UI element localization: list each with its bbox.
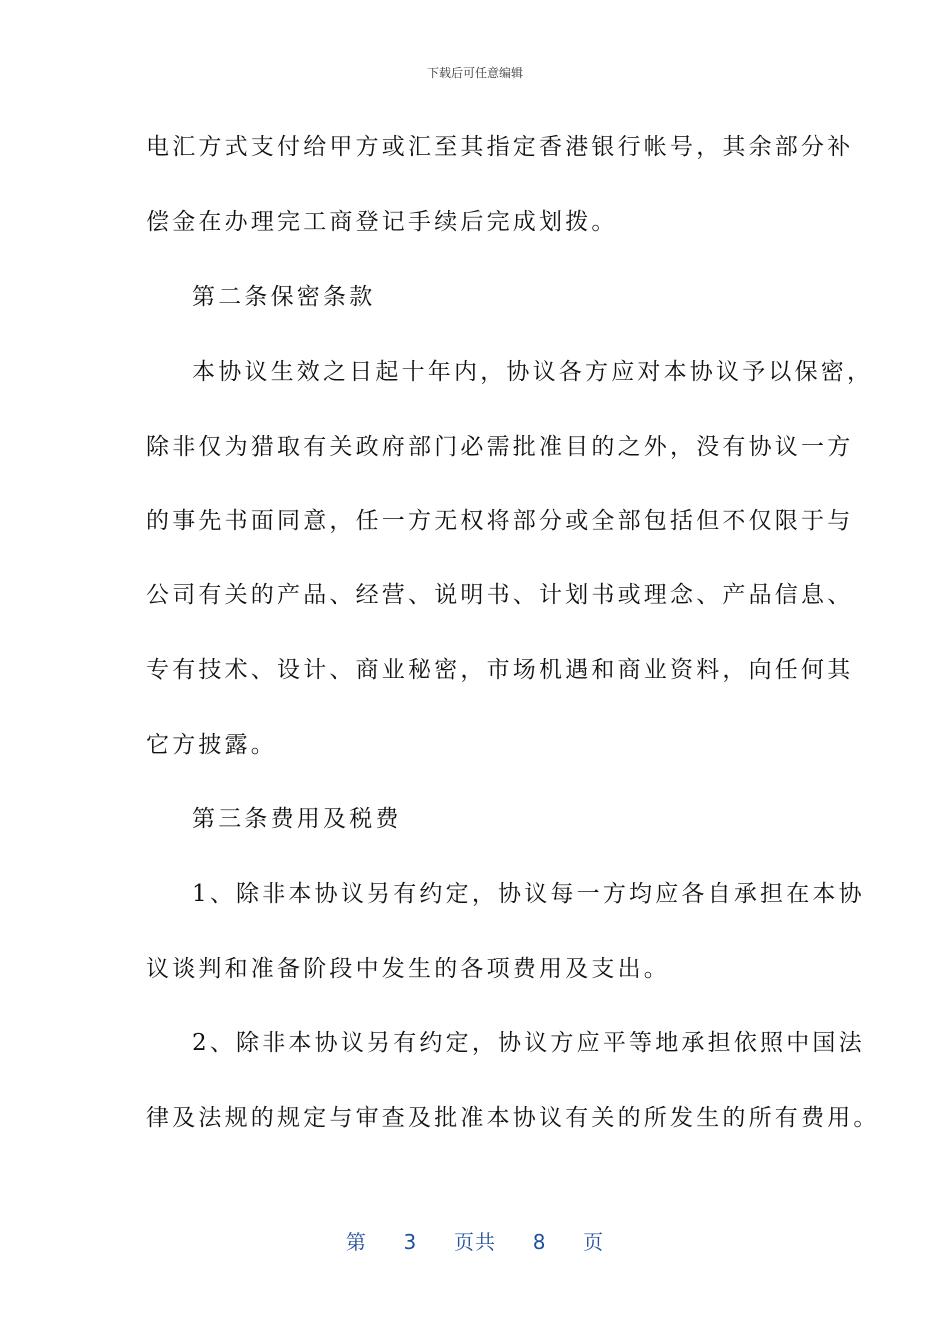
- footer-page-number: 3: [403, 1230, 418, 1254]
- paragraph-line: 电汇方式支付给甲方或汇至其指定香港银行帐号，其余部分补: [146, 134, 854, 160]
- paragraph-line: 本协议生效之日起十年内，协议各方应对本协议予以保密，: [192, 359, 874, 385]
- header-note: 下载后可任意编辑: [426, 66, 523, 80]
- footer-middle: 页共: [454, 1230, 496, 1254]
- section-heading: 第三条费用及税费: [192, 806, 402, 832]
- paragraph-line: 公司有关的产品、经营、说明书、计划书或理念、产品信息、: [146, 582, 854, 608]
- paragraph-line: 它方披露。: [146, 732, 277, 758]
- footer-total-pages: 8: [532, 1230, 547, 1254]
- paragraph-line: 偿金在办理完工商登记手续后完成划拨。: [146, 209, 618, 235]
- paragraph-line: 议谈判和准备阶段中发生的各项费用及支出。: [146, 956, 670, 982]
- footer-suffix: 页: [583, 1230, 605, 1254]
- paragraph-line: 1、除非本协议另有约定，协议每一方均应各自承担在本协: [192, 881, 865, 907]
- paragraph-line: 专有技术、设计、商业秘密，市场机遇和商业资料，向任何其: [146, 657, 854, 683]
- paragraph-line: 律及法规的规定与审查及批准本协议有关的所发生的所有费用。: [146, 1105, 880, 1131]
- section-heading: 第二条保密条款: [192, 284, 376, 310]
- page-footer: [0, 1226, 950, 1255]
- paragraph-line: 除非仅为猎取有关政府部门必需批准目的之外，没有协议一方: [146, 434, 854, 460]
- paragraph-line: 2、除非本协议另有约定，协议方应平等地承担依照中国法: [192, 1030, 865, 1056]
- footer-prefix: 第: [345, 1230, 367, 1254]
- paragraph-line: 的事先书面同意，任一方无权将部分或全部包括但不仅限于与: [146, 508, 854, 534]
